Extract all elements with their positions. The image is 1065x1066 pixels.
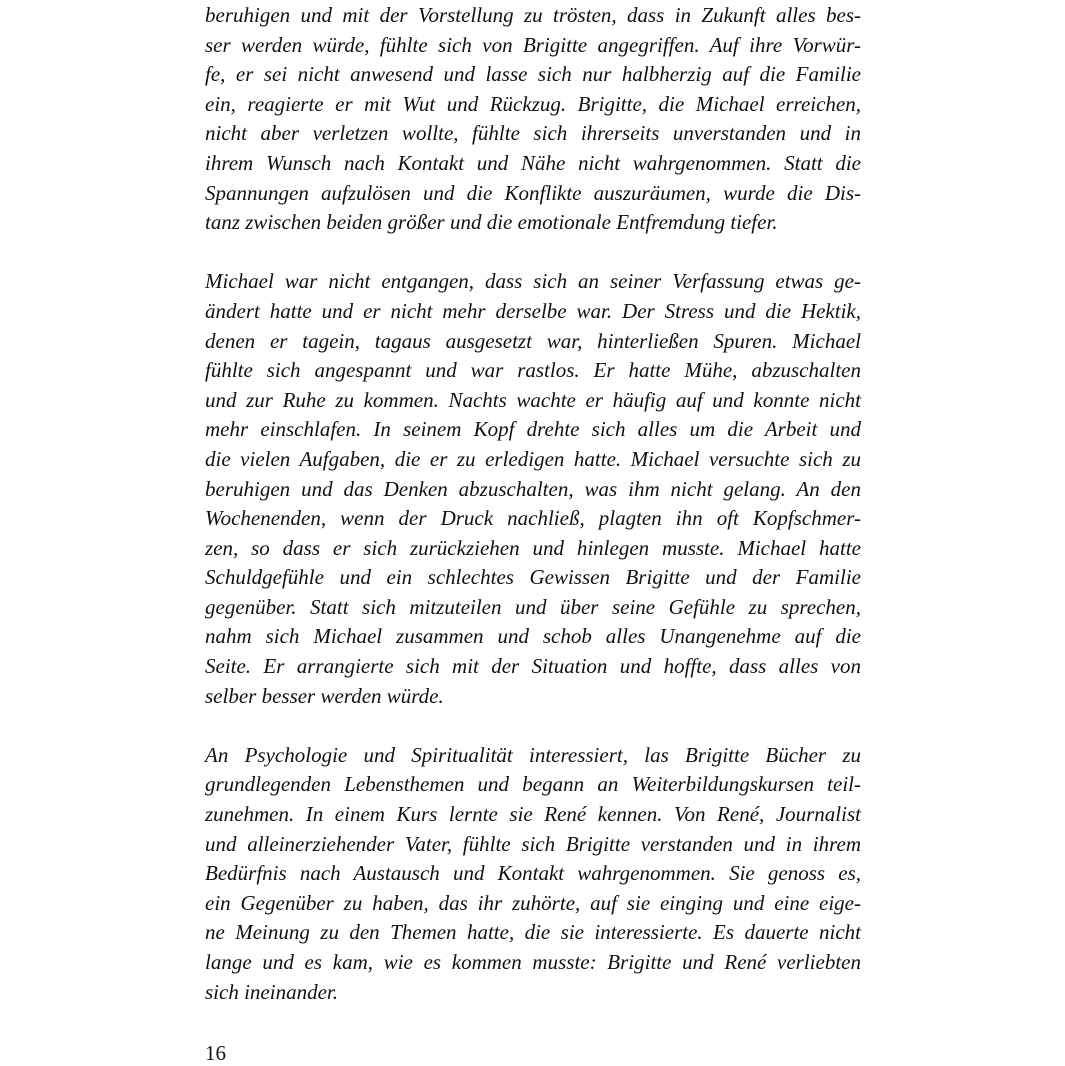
text-line: lange und es kam, wie es kommen musste: Brigitte und René verliebten xyxy=(205,950,861,974)
text-line: fe, er sei nicht anwesend und lasse sich nur halbherzig auf die Familie xyxy=(205,62,861,87)
text-line: ändert hatte und er nicht mehr derselbe war. Der Stress und die Hektik, xyxy=(205,298,861,323)
body-text xyxy=(205,1,861,1007)
text-line: nicht aber verletzen wollte, fühlte sich ihrerseits unverstanden und in xyxy=(205,121,861,146)
text-line: beruhigen und mit der Vorstellung zu trösten, dass in Zukunft alles bes- xyxy=(205,3,861,27)
paragraph-gap xyxy=(205,711,861,741)
page-number: 16 xyxy=(205,1041,226,1065)
text-line: Seite. Er arrangierte sich mit der Situation und hoffte, dass alles von xyxy=(205,654,861,679)
text-line: und zur Ruhe zu kommen. Nachts wachte er häufig auf und konnte nicht xyxy=(205,387,861,412)
text-line: Wochenenden, wenn der Druck nachließ, plagten ihn oft Kopfschmer- xyxy=(205,506,861,531)
text-line: grundlegenden Lebensthemen und begann an Weiterbildungskursen teil- xyxy=(205,772,861,797)
text-line: gegenüber. Statt sich mitzuteilen und über seine Gefühle zu sprechen, xyxy=(205,594,861,619)
paragraph-1 xyxy=(205,1,861,238)
text-line: ein, reagierte er mit Wut und Rückzug. Brigitte, die Michael erreichen, xyxy=(205,91,861,116)
text-line: An Psychologie und Spiritualität interessiert, las Brigitte Bücher zu xyxy=(205,742,861,767)
text-line: tanz zwischen beiden größer und die emotionale Entfremdung tiefer. xyxy=(205,210,778,235)
text-line: Michael war nicht entgangen, dass sich an seiner Verfassung etwas ge- xyxy=(205,269,861,294)
text-line: ser werden würde, fühlte sich von Brigitte angegriffen. Auf ihre Vorwür- xyxy=(205,32,861,57)
text-line: fühlte sich angespannt und war rastlos. Er hatte Mühe, abzuschalten xyxy=(205,358,861,383)
text-line: beruhigen und das Denken abzuschalten, was ihm nicht gelang. An den xyxy=(205,476,861,501)
text-line: zunehmen. In einem Kurs lernte sie René kennen. Von René, Journalist xyxy=(205,802,861,827)
text-line: zen, so dass er sich zurückziehen und hinlegen musste. Michael hatte xyxy=(205,535,861,560)
paragraph-gap xyxy=(205,238,861,268)
text-line: ein Gegenüber zu haben, das ihr zuhörte, auf sie einging und eine eige- xyxy=(205,890,861,915)
text-line: denen er tagein, tagaus ausgesetzt war, hinterließen Spuren. Michael xyxy=(205,328,861,353)
text-line: mehr einschlafen. In seinem Kopf drehte sich alles um die Arbeit und xyxy=(205,417,861,442)
text-line: ne Meinung zu den Themen hatte, die sie interessierte. Es dauerte nicht xyxy=(205,920,861,945)
text-line: Schuldgefühle und ein schlechtes Gewissen Brigitte und der Familie xyxy=(205,565,861,590)
text-line: die vielen Aufgaben, die er zu erledigen hatte. Michael versuchte sich zu xyxy=(205,446,861,471)
text-line: und alleinerziehender Vater, fühlte sich Brigitte verstanden und in ihrem xyxy=(205,831,861,856)
text-line: sich ineinander. xyxy=(205,979,338,1004)
text-line: ihrem Wunsch nach Kontakt und Nähe nicht wahrgenommen. Statt die xyxy=(205,150,861,175)
paragraph-3 xyxy=(205,741,861,1007)
text-line: selber besser werden würde. xyxy=(205,683,444,708)
text-line: nahm sich Michael zusammen und schob alles Unangenehme auf die xyxy=(205,624,861,649)
text-line: Spannungen aufzulösen und die Konflikte auszuräumen, wurde die Dis- xyxy=(205,180,861,205)
text-line: Bedürfnis nach Austausch und Kontakt wahrgenommen. Sie genoss es, xyxy=(205,861,861,886)
paragraph-2 xyxy=(205,267,861,711)
